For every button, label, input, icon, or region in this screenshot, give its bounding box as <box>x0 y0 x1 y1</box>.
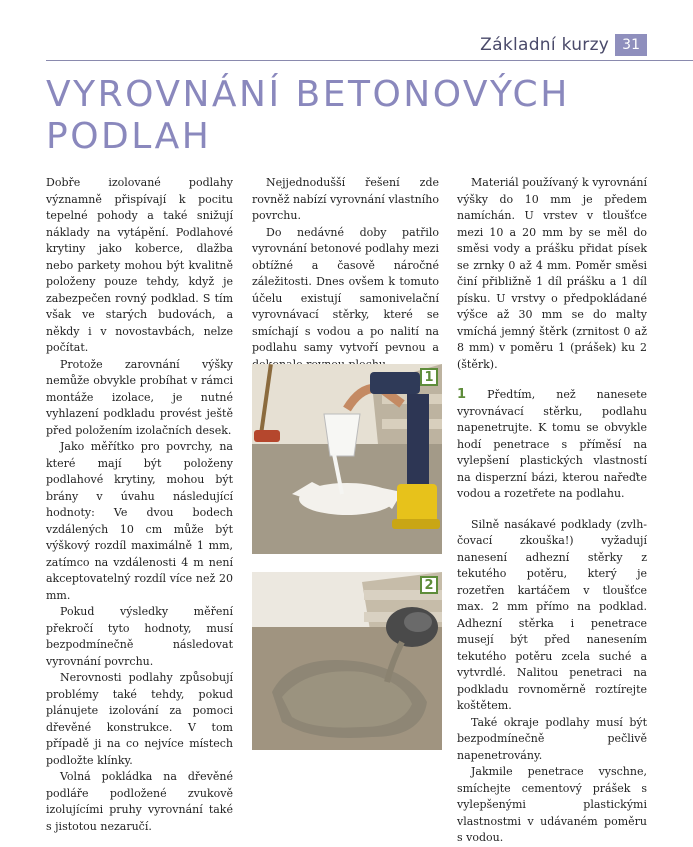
paragraph: Silně nasákavé podklady (zvlhčovací zkouška!) vyžadují nanesení adhezní stěrky z tekutého potěru, který je rozetřen kartáčem v tloušťce max. 2 mm přímo na podklad. Adhezní stěrka i penetrace musejí být před nanesením tekutého potěru zcela suché a vytvrdlé. Nalitou penetraci na podkladu rovnoměrně roztírejte koštětem. <box>457 517 647 712</box>
paragraph: Jako měřítko pro povrchy, na které mají být položeny podlahové krytiny, mohou být brány v úvahu následující hodnoty: Ve dvou bodech vzdálených 10 cm může být výškový rozdíl maximálně 1 mm, zatímco na vzdálenosti 4 m není akceptovatelný rozdíl více než 20 mm. <box>46 440 233 602</box>
step-paragraph <box>457 387 647 503</box>
paragraph: Protože zarovnání výšky nemůže obvykle probíhat v rámci montáže izolace, je nutné vyhlazení podkladu provést ještě před položením izolačních desek. <box>46 357 233 437</box>
pouring-screed-photo <box>252 572 442 750</box>
section-title: Základní kurzy <box>480 35 610 55</box>
text-column-1 <box>46 175 233 835</box>
step-badge-1: 1 <box>420 368 438 386</box>
paragraph: Jakmile penetrace vyschne, smíchejte cementový prášek s vylepšenými plastickými vlastnostmi v udávaném poměru s vodou. <box>457 765 647 844</box>
article-title: VYROVNÁNÍ BETONOVÝCH PODLAH <box>46 74 570 157</box>
paragraph: Nerovnosti podlahy způsobují problémy také tehdy, pokud plánujete izolování za pomoci dřevěné konstrukce. V tom případě ji na co nejvíce místech podložte klínky. <box>46 671 233 767</box>
paragraph: Také okraje podlahy musí být bezpodmínečně pečlivě napenetrovány. <box>457 715 647 762</box>
paragraph: Volná pokládka na dřevěné podláře podložené zvukově izolujícími pruhy vyrovnání také s jistotou nezaručí. <box>46 770 233 833</box>
page-number: 31 <box>615 34 647 56</box>
paragraph: Nejjednodušší řešení zde rovněž nabízí vyrovnání vlastního povrchu. <box>252 176 439 222</box>
text-column-3 <box>457 175 647 847</box>
step-text: Předtím, než nanesete vyrovnávací stěrku, podlahu napenetrujte. K tomu se obvykle hodí penetrace s příměsí na vylepšení plastických vlastností na disperzní bázi, kterou nařeďte vodou a rozetřete na podlahu. <box>457 388 648 500</box>
step-badge-2: 2 <box>420 576 438 594</box>
paragraph: Do nedávné doby patřilo vyrovnání betonové podlahy mezi obtížné a časově náročné záležitosti. Dnes ovšem k tomuto účelu existují samonivelační vyrovnávací stěrky, které se smíchají s vodou a po nalití na podlahu samy vytvoří pevnou a <box>252 225 439 354</box>
page-header <box>480 34 647 56</box>
pouring-primer-photo <box>252 364 442 554</box>
paragraph: Dobře izolované podlahy významně přispívají k pocitu tepelné pohody a také snižují náklady na vytápění. Podlahové krytiny jako koberce, dlažba nebo parkety mohou být kvalitně položeny pouze tehdy, když je zabezpečen rovný podklad. S tím však ve starých budovách, a někdy i v novostavbách, nelze počítat. <box>46 176 233 354</box>
paragraph: Pokud výsledky měření překročí tyto hodnoty, musí bezpodmínečně následovat vyrovnání povrchu. <box>46 605 233 668</box>
paragraph: Materiál používaný k vyrovnání výšky do 10 mm je předem namíchán. U vrstev v tloušťce mezi 10 a 20 mm by se měl do směsi vody a prášku přidat písek se zrnky 0 až 4 mm. Poměr směsi činí přibližně 1 díl prášku a 1 díl písku. U vrstvy o předpokládané výšce až 30 mm se do malty vmíchá jemný štěrk (zrnitost 0 až 8 mm) v poměru 1 (prášek) ku 2 (štěrk). <box>457 176 647 371</box>
header-divider <box>46 60 693 61</box>
step-number: 1 <box>457 387 467 402</box>
text-column-2 <box>252 175 439 373</box>
